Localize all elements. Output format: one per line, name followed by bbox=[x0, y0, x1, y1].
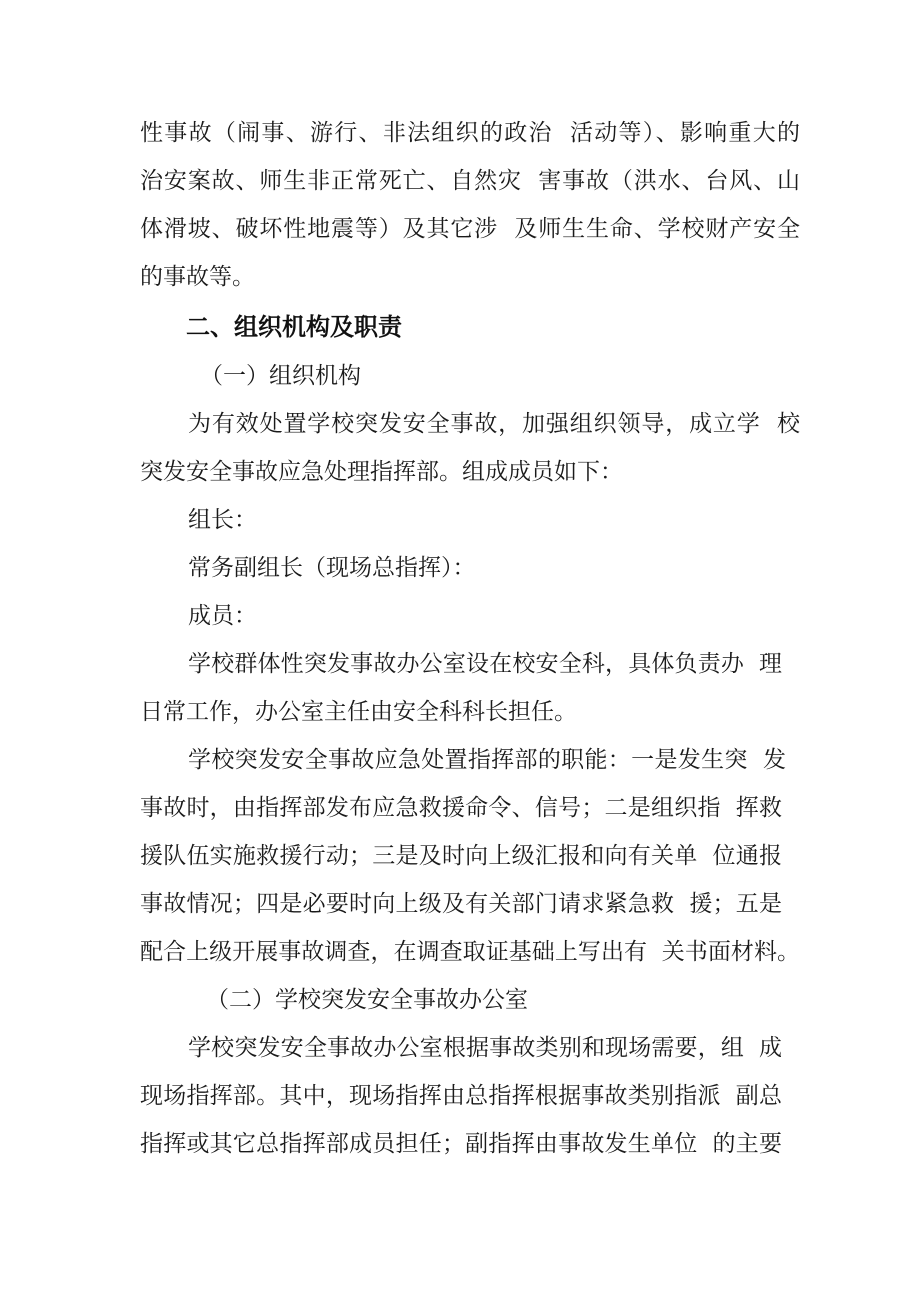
paragraph-line: 学校突发安全事故应急处置指挥部的职能：一是发生突 发 bbox=[188, 747, 786, 773]
paragraph-line: 日常工作，办公室主任由安全科科长担任。 bbox=[140, 699, 577, 725]
paragraph-line: 事故时，由指挥部发布应急救援命令、信号；二是组织指 挥救 bbox=[140, 795, 782, 821]
paragraph-line: 体滑坡、破坏性地震等）及其它涉 及师生生命、学校财产安全 bbox=[140, 216, 800, 242]
paragraph-line: 的事故等。 bbox=[140, 264, 255, 290]
paragraph-line: 学校群体性突发事故办公室设在校安全科，具体负责办 理 bbox=[188, 651, 782, 677]
paragraph-line: 治安案故、师生非正常死亡、自然灾 害事故（洪水、台风、山 bbox=[140, 168, 800, 194]
paragraph-line: 配合上级开展事故调查，在调查取证基础上写出有 关书面材料。 bbox=[140, 939, 800, 965]
subsection-heading: （一）组织机构 bbox=[200, 363, 361, 389]
deputy-label: 常务副组长（现场总指挥）： bbox=[188, 555, 476, 581]
members-label: 成员： bbox=[188, 603, 257, 629]
paragraph-line: 事故情况；四是必要时向上级及有关部门请求紧急救 援；五是 bbox=[140, 891, 782, 917]
paragraph-line: 学校突发安全事故办公室根据事故类别和现场需要，组 成 bbox=[188, 1035, 782, 1061]
paragraph-line: 现场指挥部。其中，现场指挥由总指挥根据事故类别指派 副总 bbox=[140, 1083, 782, 1109]
paragraph-line: 援队伍实施救援行动；三是及时向上级汇报和向有关单 位通报 bbox=[140, 843, 782, 869]
paragraph-line: 为有效处置学校突发安全事故，加强组织领导，成立学 校 bbox=[188, 411, 800, 437]
section-heading: 二、组织机构及职责 bbox=[186, 313, 402, 341]
leader-label: 组长： bbox=[188, 507, 257, 533]
subsection-heading: （二）学校突发安全事故办公室 bbox=[206, 987, 528, 1013]
paragraph-line: 性事故（闹事、游行、非法组织的政治 活动等）、影响重大的 bbox=[140, 120, 800, 146]
paragraph-line: 指挥或其它总指挥部成员担任；副指挥由事故发生单位 的主要 bbox=[140, 1131, 782, 1157]
paragraph-line: 突发安全事故应急处理指挥部。组成成员如下： bbox=[140, 459, 623, 485]
